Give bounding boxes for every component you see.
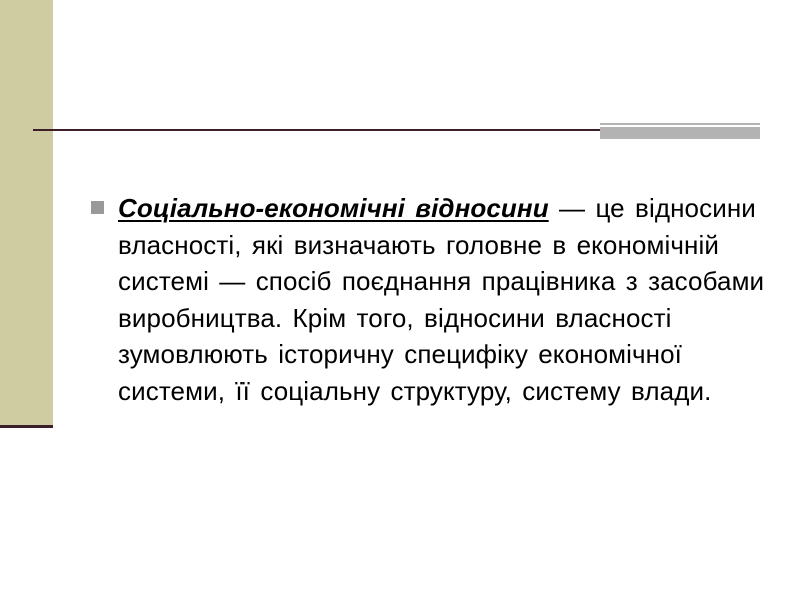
title-divider-line <box>33 129 600 131</box>
bullet-term: Соціально-економічні відносини <box>118 193 549 223</box>
square-bullet-icon <box>91 201 104 214</box>
bullet-text: — це відносини власності, які визначають головне в економічній системі — спосіб поєднання працівника з засобами виробництва. Крім того, відносини власності зумовлюють історичну специфіку економічної системи, її соціальну структуру, систему влади. <box>118 193 765 406</box>
title-stripe-decoration <box>600 123 760 139</box>
bullet-item <box>88 190 768 409</box>
side-band-divider <box>0 425 53 428</box>
side-accent-band <box>0 0 53 425</box>
slide-body <box>88 190 768 409</box>
